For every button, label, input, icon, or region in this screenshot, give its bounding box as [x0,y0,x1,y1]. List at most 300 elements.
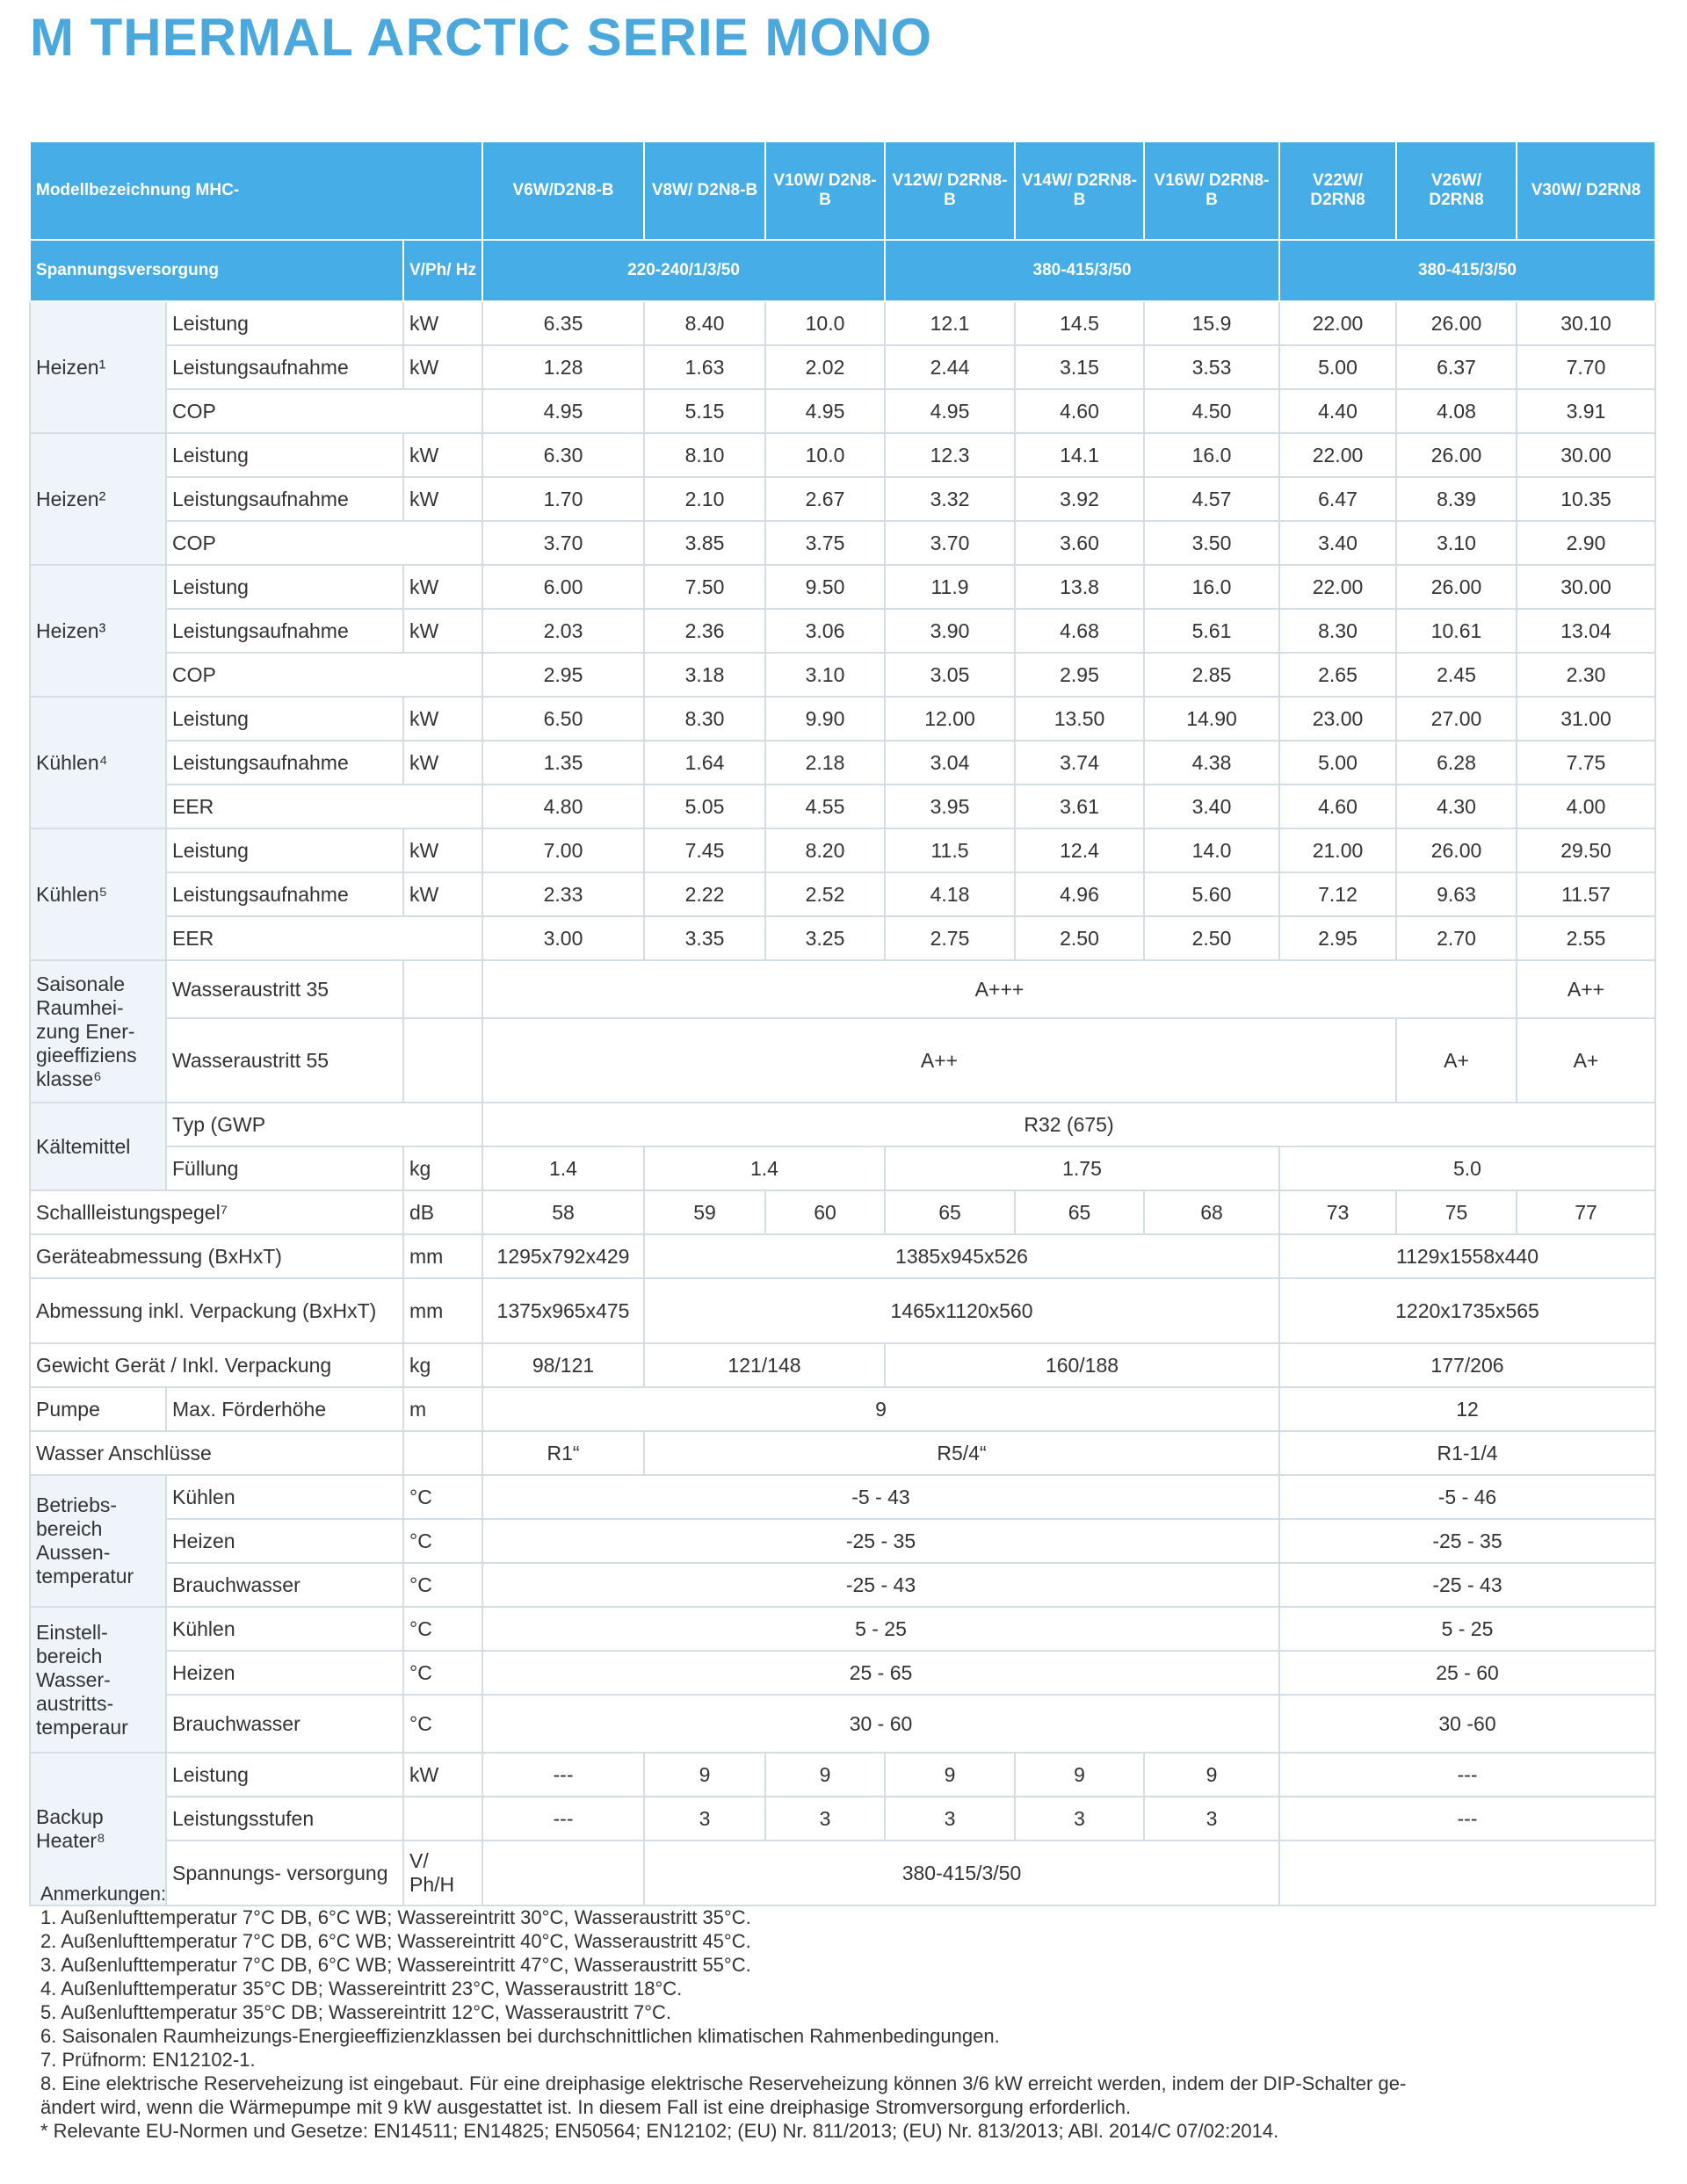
row-label: Heizen [166,1651,403,1695]
value-cell: 6.47 [1279,477,1396,521]
value-cell: 2.55 [1517,916,1655,960]
unit-cell [403,960,482,1018]
row-label: Abmessung inkl. Verpackung (BxHxT) [30,1278,403,1343]
value-cell: 4.38 [1144,741,1279,785]
value-cell: 5.61 [1144,609,1279,653]
row-label: COP [166,521,482,565]
value-cell: 12 [1279,1387,1655,1431]
model-cell: V12W/ D2RN8-B [885,141,1015,240]
value-cell: 8.30 [1279,609,1396,653]
table-row [30,477,1655,521]
row-label: Leistungsaufnahme [166,477,403,521]
row-label: Kühlen [166,1475,403,1519]
value-cell: R1-1/4 [1279,1431,1655,1475]
footnote: 5. Außenlufttemperatur 35°C DB; Wassereintritt 12°C, Wasseraustritt 7°C. [40,2001,672,2023]
value-cell: 6.28 [1396,741,1517,785]
value-cell: 9 [644,1753,765,1797]
value-cell: 7.70 [1517,345,1655,389]
value-cell: 5.00 [1279,345,1396,389]
value-cell: 4.80 [482,785,644,828]
table-row [30,433,1655,477]
unit-cell: mm [403,1234,482,1278]
table-row [30,1519,1655,1563]
value-cell: 8.20 [765,828,885,872]
value-cell: 5 - 25 [1279,1607,1655,1651]
unit-cell: kW [403,565,482,609]
unit-cell: m [403,1387,482,1431]
value-cell: 4.95 [765,389,885,433]
footnote: ändert wird, wenn die Wärmepumpe mit 9 kW ausgestattet ist. In diesem Fall ist eine dreiphasige Stromversorgung erforderlich. [40,2096,1132,2118]
value-cell: 2.95 [482,653,644,697]
value-cell: 11.9 [885,565,1015,609]
value-cell: -25 - 35 [1279,1519,1655,1563]
value-cell: 8.40 [644,301,765,345]
table-row [30,1475,1655,1519]
value-cell: 4.95 [482,389,644,433]
value-cell: 25 - 65 [482,1651,1279,1695]
table-row [30,1797,1655,1840]
table-row [30,1018,1655,1103]
value-cell: 30 - 60 [482,1695,1279,1753]
value-cell: 16.0 [1144,565,1279,609]
value-cell: 1129x1558x440 [1279,1234,1655,1278]
value-cell: 65 [1015,1190,1144,1234]
unit-cell: V/ Ph/H [403,1840,482,1906]
value-cell: 3.18 [644,653,765,697]
value-cell: 12.00 [885,697,1015,741]
table-row [30,653,1655,697]
row-label: Wasser Anschlüsse [30,1431,403,1475]
value-cell: 9.90 [765,697,885,741]
table-row [30,1278,1655,1343]
value-cell: 2.90 [1517,521,1655,565]
value-cell: 7.12 [1279,872,1396,916]
value-cell: 8.39 [1396,477,1517,521]
value-cell: 3.50 [1144,521,1279,565]
row-label: Max. Förderhöhe [166,1387,403,1431]
value-cell: 60 [765,1190,885,1234]
value-cell: -5 - 46 [1279,1475,1655,1519]
value-cell: 14.0 [1144,828,1279,872]
unit-cell: kW [403,609,482,653]
row-label: Kühlen [166,1607,403,1651]
value-cell: 2.50 [1144,916,1279,960]
row-label: Brauchwasser [166,1563,403,1607]
table-row [30,741,1655,785]
page-title: M THERMAL ARCTIC SERIE MONO [30,8,932,67]
value-cell: 59 [644,1190,765,1234]
unit-cell [403,1797,482,1840]
value-cell: 2.30 [1517,653,1655,697]
value-cell: --- [1279,1797,1655,1840]
unit-cell: kW [403,301,482,345]
model-cell: V30W/ D2RN8 [1517,141,1655,240]
unit-cell: kW [403,1753,482,1797]
notes-heading: Anmerkungen: [40,1883,167,1905]
value-cell: 15.9 [1144,301,1279,345]
group-label: Saisonale Raumhei- zung Ener- gieeffiziens klasse⁶ [30,960,166,1103]
value-cell: 3.75 [765,521,885,565]
table-row [30,828,1655,872]
value-cell: 9.63 [1396,872,1517,916]
value-cell: 3.25 [765,916,885,960]
value-cell: 3.15 [1015,345,1144,389]
row-label: Schallleistungspegel⁷ [30,1190,403,1234]
row-label: Leistung [166,433,403,477]
value-cell: 98/121 [482,1343,644,1387]
value-cell: 2.70 [1396,916,1517,960]
value-cell: 3.91 [1517,389,1655,433]
value-cell: 4.68 [1015,609,1144,653]
value-cell: 27.00 [1396,697,1517,741]
row-label: Leistung [166,1753,403,1797]
value-cell: 73 [1279,1190,1396,1234]
value-cell: 4.40 [1279,389,1396,433]
value-cell: 3.70 [482,521,644,565]
group-label: Backup Heater⁸ [30,1753,166,1906]
row-label: Wasseraustritt 35 [166,960,403,1018]
value-cell: 29.50 [1517,828,1655,872]
value-cell: 4.08 [1396,389,1517,433]
unit-cell [403,1431,482,1475]
power-group: 380-415/3/50 [1279,240,1655,301]
row-label: Leistungsaufnahme [166,345,403,389]
value-cell: 7.00 [482,828,644,872]
value-cell: -25 - 43 [1279,1563,1655,1607]
value-cell: 3 [1144,1797,1279,1840]
value-cell: 5 - 25 [482,1607,1279,1651]
unit-cell: °C [403,1651,482,1695]
value-cell: 3.10 [1396,521,1517,565]
row-label: Typ (GWP [166,1103,482,1146]
value-cell: 3.10 [765,653,885,697]
unit-cell: °C [403,1607,482,1651]
value-cell: 2.75 [885,916,1015,960]
group-label: Heizen² [30,433,166,565]
value-cell: 13.50 [1015,697,1144,741]
table-row [30,1343,1655,1387]
row-label: EER [166,916,482,960]
row-label: EER [166,785,482,828]
row-label: Spannungs- versorgung [166,1840,403,1906]
table-row [30,1753,1655,1797]
table-row [30,872,1655,916]
footnote: 8. Eine elektrische Reserveheizung ist eingebaut. Für eine dreiphasige elektrische Reserveheizung können 3/6 kW erreicht werden, indem der DIP-Schalter ge- [40,2072,1407,2094]
table-row [30,565,1655,609]
model-cell: V14W/ D2RN8-B [1015,141,1144,240]
value-cell: 1.70 [482,477,644,521]
value-cell: 6.50 [482,697,644,741]
value-cell: A+ [1517,1018,1655,1103]
row-label: Gewicht Gerät / Inkl. Verpackung [30,1343,403,1387]
group-label: Heizen³ [30,565,166,697]
table-row [30,1563,1655,1607]
table-row [30,1103,1655,1146]
value-cell: 3.95 [885,785,1015,828]
value-cell: 3 [644,1797,765,1840]
table-row [30,1234,1655,1278]
value-cell: 160/188 [885,1343,1279,1387]
value-cell: 3.32 [885,477,1015,521]
unit-cell: kW [403,872,482,916]
model-cell: V22W/ D2RN8 [1279,141,1396,240]
row-label: Leistungsaufnahme [166,872,403,916]
footnotes [40,1882,1648,2143]
value-cell: 4.60 [1279,785,1396,828]
value-cell: 1.4 [482,1146,644,1190]
value-cell: 3.40 [1144,785,1279,828]
value-cell: 4.18 [885,872,1015,916]
value-cell: 5.0 [1279,1146,1655,1190]
row-label: Wasseraustritt 55 [166,1018,403,1103]
value-cell: 12.4 [1015,828,1144,872]
value-cell: A++ [482,1018,1396,1103]
value-cell: 7.75 [1517,741,1655,785]
value-cell: 5.00 [1279,741,1396,785]
table-row [30,389,1655,433]
value-cell: 2.44 [885,345,1015,389]
value-cell: 380-415/3/50 [644,1840,1279,1906]
value-cell: 14.90 [1144,697,1279,741]
value-cell: 3.04 [885,741,1015,785]
value-cell: --- [482,1797,644,1840]
value-cell: 2.36 [644,609,765,653]
footnote: 4. Außenlufttemperatur 35°C DB; Wassereintritt 23°C, Wasseraustritt 18°C. [40,1978,683,2000]
value-cell: 65 [885,1190,1015,1234]
row-label: Füllung [166,1146,403,1190]
table-row [30,1607,1655,1651]
unit-cell: °C [403,1475,482,1519]
value-cell: 1.35 [482,741,644,785]
group-label: Kältemittel [30,1103,166,1190]
power-label: Spannungsversorgung [30,240,403,301]
value-cell: 3.05 [885,653,1015,697]
value-cell: 1.28 [482,345,644,389]
value-cell: 3.85 [644,521,765,565]
row-label: Leistung [166,697,403,741]
value-cell: 3.00 [482,916,644,960]
value-cell: R5/4“ [644,1431,1279,1475]
value-cell: 6.37 [1396,345,1517,389]
value-cell: --- [1279,1753,1655,1797]
table-row [30,916,1655,960]
value-cell: 2.95 [1279,916,1396,960]
group-label: Heizen¹ [30,301,166,433]
unit-cell: kW [403,741,482,785]
value-cell: 30 -60 [1279,1695,1655,1753]
row-label: Geräteabmessung (BxHxT) [30,1234,403,1278]
value-cell: 3.92 [1015,477,1144,521]
value-cell: 10.35 [1517,477,1655,521]
value-cell: 6.00 [482,565,644,609]
value-cell: 2.50 [1015,916,1144,960]
model-cell: V10W/ D2N8-B [765,141,885,240]
value-cell: 2.85 [1144,653,1279,697]
table-row [30,1695,1655,1753]
footnote: 3. Außenlufttemperatur 7°C DB, 6°C WB; Wassereintritt 47°C, Wasseraustritt 55°C. [40,1954,751,1976]
header-row-models [30,141,1655,240]
group-label: Einstell- bereich Wasser- austritts- temperaur [30,1607,166,1753]
value-cell: 22.00 [1279,565,1396,609]
value-cell: 9 [482,1387,1279,1431]
value-cell: 4.55 [765,785,885,828]
value-cell: 177/206 [1279,1343,1655,1387]
value-cell: 68 [1144,1190,1279,1234]
row-label: Leistung [166,828,403,872]
unit-cell [403,1018,482,1103]
group-label: Betriebs- bereich Aussen- temperatur [30,1475,166,1607]
power-unit: V/Ph/ Hz [403,240,482,301]
value-cell: 5.60 [1144,872,1279,916]
value-cell: 12.1 [885,301,1015,345]
value-cell: 5.15 [644,389,765,433]
value-cell: 5.05 [644,785,765,828]
unit-cell: °C [403,1519,482,1563]
value-cell: 2.65 [1279,653,1396,697]
unit-cell: mm [403,1278,482,1343]
row-label: Leistungsaufnahme [166,741,403,785]
value-cell: 30.10 [1517,301,1655,345]
value-cell: 6.35 [482,301,644,345]
value-cell: 7.45 [644,828,765,872]
value-cell: 3 [765,1797,885,1840]
value-cell: 10.61 [1396,609,1517,653]
value-cell: 2.45 [1396,653,1517,697]
value-cell: 3.06 [765,609,885,653]
value-cell: 2.52 [765,872,885,916]
value-cell: 4.00 [1517,785,1655,828]
footnote: 2. Außenlufttemperatur 7°C DB, 6°C WB; Wassereintritt 40°C, Wasseraustritt 45°C. [40,1930,751,1952]
value-cell: 3.61 [1015,785,1144,828]
value-cell: 14.1 [1015,433,1144,477]
row-label: Leistung [166,301,403,345]
group-label: Kühlen⁵ [30,828,166,960]
value-cell: 16.0 [1144,433,1279,477]
row-label: Leistungsaufnahme [166,609,403,653]
unit-cell: kW [403,828,482,872]
value-cell: 2.03 [482,609,644,653]
unit-cell: kW [403,345,482,389]
unit-cell: kg [403,1343,482,1387]
value-cell: 2.18 [765,741,885,785]
value-cell: --- [482,1753,644,1797]
table-row [30,697,1655,741]
value-cell: 77 [1517,1190,1655,1234]
unit-cell: °C [403,1563,482,1607]
value-cell: 4.30 [1396,785,1517,828]
value-cell: A+ [1396,1018,1517,1103]
value-cell: 2.95 [1015,653,1144,697]
value-cell: 31.00 [1517,697,1655,741]
table-row [30,1146,1655,1190]
value-cell: 30.00 [1517,433,1655,477]
value-cell: 11.57 [1517,872,1655,916]
value-cell: 3.40 [1279,521,1396,565]
value-cell: 7.50 [644,565,765,609]
value-cell: 9 [765,1753,885,1797]
value-cell: 3.90 [885,609,1015,653]
value-cell: 75 [1396,1190,1517,1234]
spec-table-body [30,141,1655,1906]
value-cell: 8.10 [644,433,765,477]
row-label: Leistungsstufen [166,1797,403,1840]
table-row [30,1387,1655,1431]
value-cell: 58 [482,1190,644,1234]
value-cell: 2.10 [644,477,765,521]
value-cell: 26.00 [1396,828,1517,872]
value-cell: 11.5 [885,828,1015,872]
value-cell: 3.35 [644,916,765,960]
value-cell: 23.00 [1279,697,1396,741]
value-cell: 9.50 [765,565,885,609]
value-cell: 21.00 [1279,828,1396,872]
model-cell: V26W/ D2RN8 [1396,141,1517,240]
model-label: Modellbezeichnung MHC- [30,141,482,240]
value-cell: R1“ [482,1431,644,1475]
unit-cell: kg [403,1146,482,1190]
value-cell: 1295x792x429 [482,1234,644,1278]
value-cell: 26.00 [1396,565,1517,609]
value-cell: 22.00 [1279,433,1396,477]
value-cell: 25 - 60 [1279,1651,1655,1695]
value-cell: 1385x945x526 [644,1234,1279,1278]
table-row [30,609,1655,653]
value-cell: 2.67 [765,477,885,521]
value-cell: 1220x1735x565 [1279,1278,1655,1343]
group-label: Kühlen⁴ [30,697,166,828]
value-cell: 2.33 [482,872,644,916]
row-label: COP [166,389,482,433]
value-cell: 4.95 [885,389,1015,433]
model-cell: V8W/ D2N8-B [644,141,765,240]
value-cell: 9 [885,1753,1015,1797]
row-label: Heizen [166,1519,403,1563]
unit-cell: kW [403,697,482,741]
table-row [30,785,1655,828]
value-cell: 12.3 [885,433,1015,477]
footnote: * Relevante EU-Normen und Gesetze: EN14511; EN14825; EN50564; EN12102; (EU) Nr. 811/2013; (EU) Nr. 813/2013; ABl. 2014/C 07/02:2014. [40,2120,1279,2142]
row-label: Brauchwasser [166,1695,403,1753]
value-cell: 8.30 [644,697,765,741]
footnote: 7. Prüfnorm: EN12102-1. [40,2049,256,2071]
unit-cell: °C [403,1695,482,1753]
value-cell: 14.5 [1015,301,1144,345]
unit-cell: kW [403,477,482,521]
value-cell: 1375x965x475 [482,1278,644,1343]
value-cell: 3 [885,1797,1015,1840]
model-cell: V6W/D2N8-B [482,141,644,240]
value-cell: 1.75 [885,1146,1279,1190]
value-cell: 4.60 [1015,389,1144,433]
value-cell: 1.63 [644,345,765,389]
table-row [30,1190,1655,1234]
value-cell: -25 - 35 [482,1519,1279,1563]
table-row [30,301,1655,345]
value-cell: 4.50 [1144,389,1279,433]
value-cell: 4.57 [1144,477,1279,521]
value-cell: 1465x1120x560 [644,1278,1279,1343]
value-cell: 3.60 [1015,521,1144,565]
value-cell: A++ [1517,960,1655,1018]
value-cell: 2.22 [644,872,765,916]
table-row [30,960,1655,1018]
value-cell: R32 (675) [482,1103,1655,1146]
footnote: 6. Saisonalen Raumheizungs-Energieeffizienzklassen bei durchschnittlichen klimatischen Rahmenbedingungen. [40,2025,1000,2047]
value-cell: 3.74 [1015,741,1144,785]
value-cell: 13.04 [1517,609,1655,653]
value-cell: 26.00 [1396,433,1517,477]
table-row [30,1431,1655,1475]
